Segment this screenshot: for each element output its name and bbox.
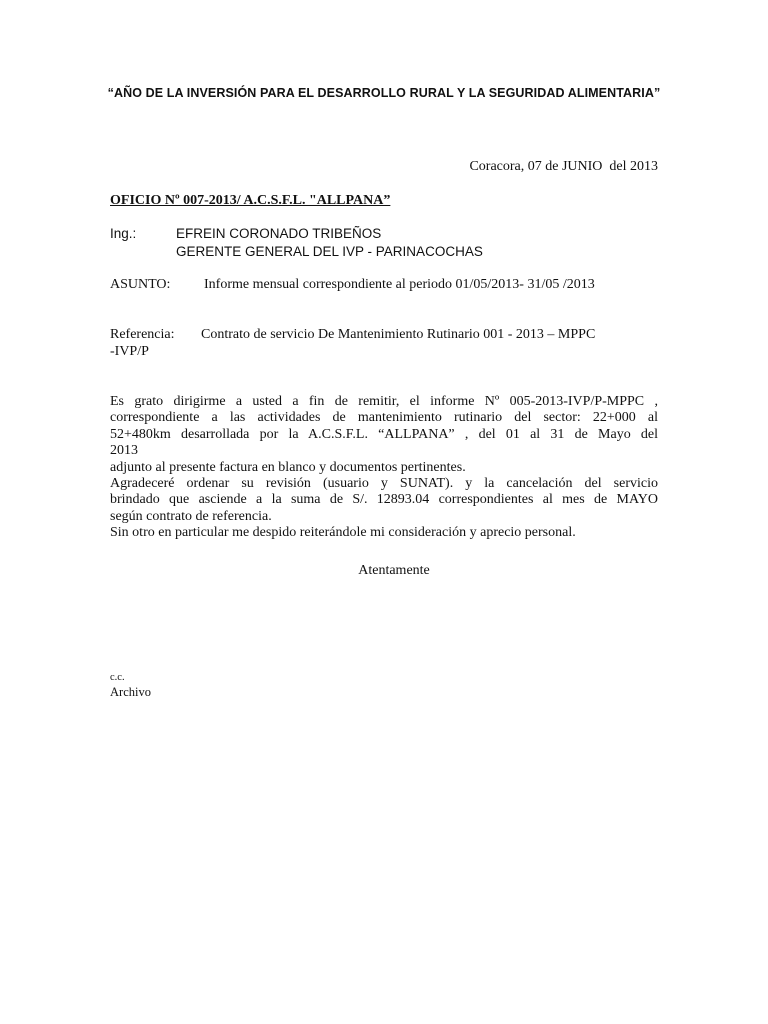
oficio-number: OFICIO Nº 007-2013/ A.C.S.F.L. "ALLPANA” [110, 193, 391, 208]
archivo-label: Archivo [110, 685, 151, 699]
body-line: Sin otro en particular me despido reiterándole mi consideración y aprecio personal. [110, 525, 576, 541]
referencia-text: Contrato de servicio De Mantenimiento Rutinario 001 - 2013 – MPPC [201, 327, 596, 342]
referencia-text-continued: -IVP/P [110, 344, 149, 359]
body-line: 2013 [110, 443, 138, 459]
body-line: adjunto al presente factura en blanco y documentos pertinentes. [110, 459, 466, 475]
addressee-label: Ing.: [110, 226, 137, 241]
year-title: “AÑO DE LA INVERSIÓN PARA EL DESARROLLO RURAL Y LA SEGURIDAD ALIMENTARIA” [107, 86, 661, 100]
addressee-name: EFREIN CORONADO TRIBEÑOS [176, 226, 382, 241]
asunto-text: Informe mensual correspondiente al periodo 01/05/2013- 31/05 /2013 [204, 277, 595, 292]
referencia-label: Referencia: [110, 327, 175, 342]
addressee-title: GERENTE GENERAL DEL IVP - PARINACOCHAS [176, 244, 483, 259]
body-line: Es grato dirigirme a usted a fin de remitir, el informe Nº 005-2013-IVP/P-MPPC , [110, 394, 658, 409]
body-line: Agradeceré ordenar su revisión (usuario y SUNAT). y la cancelación del servicio [110, 476, 658, 492]
asunto-label: ASUNTO: [110, 277, 171, 292]
body-line: 52+480km desarrollada por la A.C.S.F.L. “ALLPANA” , del 01 al 31 de Mayo del [110, 426, 658, 442]
body-line: correspondiente a las actividades de mantenimiento rutinario del sector: 22+000 al [110, 410, 658, 426]
closing: Atentamente [358, 563, 430, 578]
body-line: según contrato de referencia. [110, 508, 272, 524]
date-line: Coracora, 07 de JUNIO del 2013 [469, 159, 658, 174]
cc-label: c.c. [110, 672, 125, 683]
letter-body [110, 394, 658, 542]
body-line: brindado que asciende a la suma de S/. 12893.04 correspondientes al mes de MAYO [110, 492, 658, 508]
